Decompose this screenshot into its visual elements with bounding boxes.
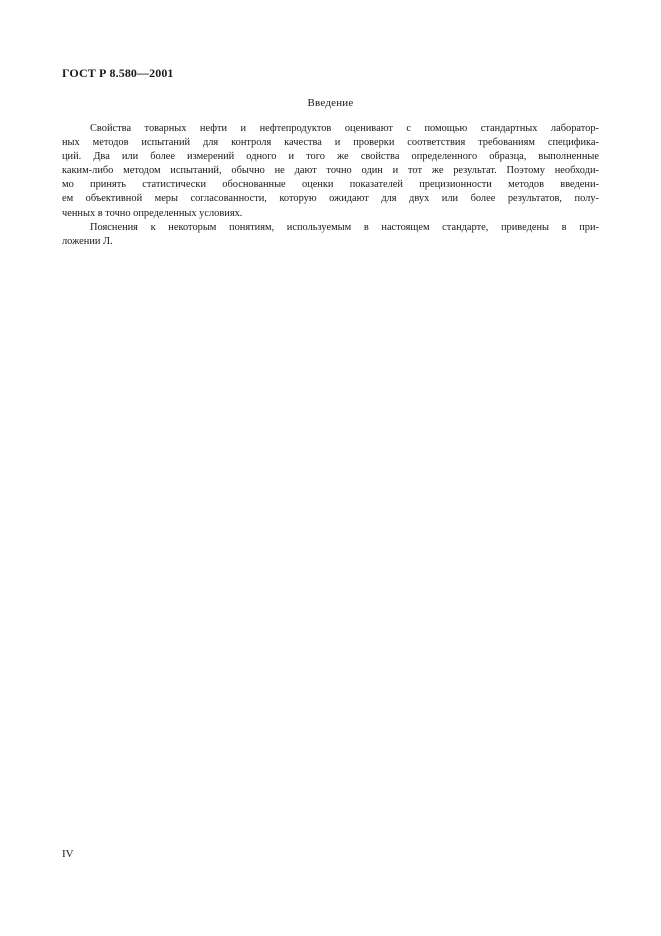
document-code: ГОСТ Р 8.580—2001: [62, 66, 174, 80]
section-title: Введение: [307, 97, 354, 109]
text-line: ных методов испытаний для контроля качества и проверки соответствия требованиям специфика-: [62, 137, 599, 149]
paragraph: [62, 122, 599, 221]
paragraph: [62, 221, 599, 249]
text-line: Пояснения к некоторым понятиям, используемым в настоящем стандарте, приведены в при-: [90, 221, 599, 233]
text-line: мо принять статистически обоснованные оценки показателей прецизионности методов введени-: [62, 179, 599, 191]
text-line: ложении Л.: [62, 235, 113, 247]
text-line: каким-либо методом испытаний, обычно не дают точно один и тот же результат. Поэтому необходи-: [62, 165, 599, 177]
text-line: ем объективной меры согласованности, которую ожидают для двух или более результатов, полу-: [62, 193, 599, 205]
text-line: ций. Два или более измерений одного и того же свойства определенного образца, выполненные: [62, 151, 599, 163]
page-number: IV: [62, 848, 74, 860]
text-line: ченных в точно определенных условиях.: [62, 207, 243, 219]
body-text: [62, 122, 599, 249]
text-line: Свойства товарных нефти и нефтепродуктов оценивают с помощью стандартных лаборатор-: [90, 123, 599, 134]
